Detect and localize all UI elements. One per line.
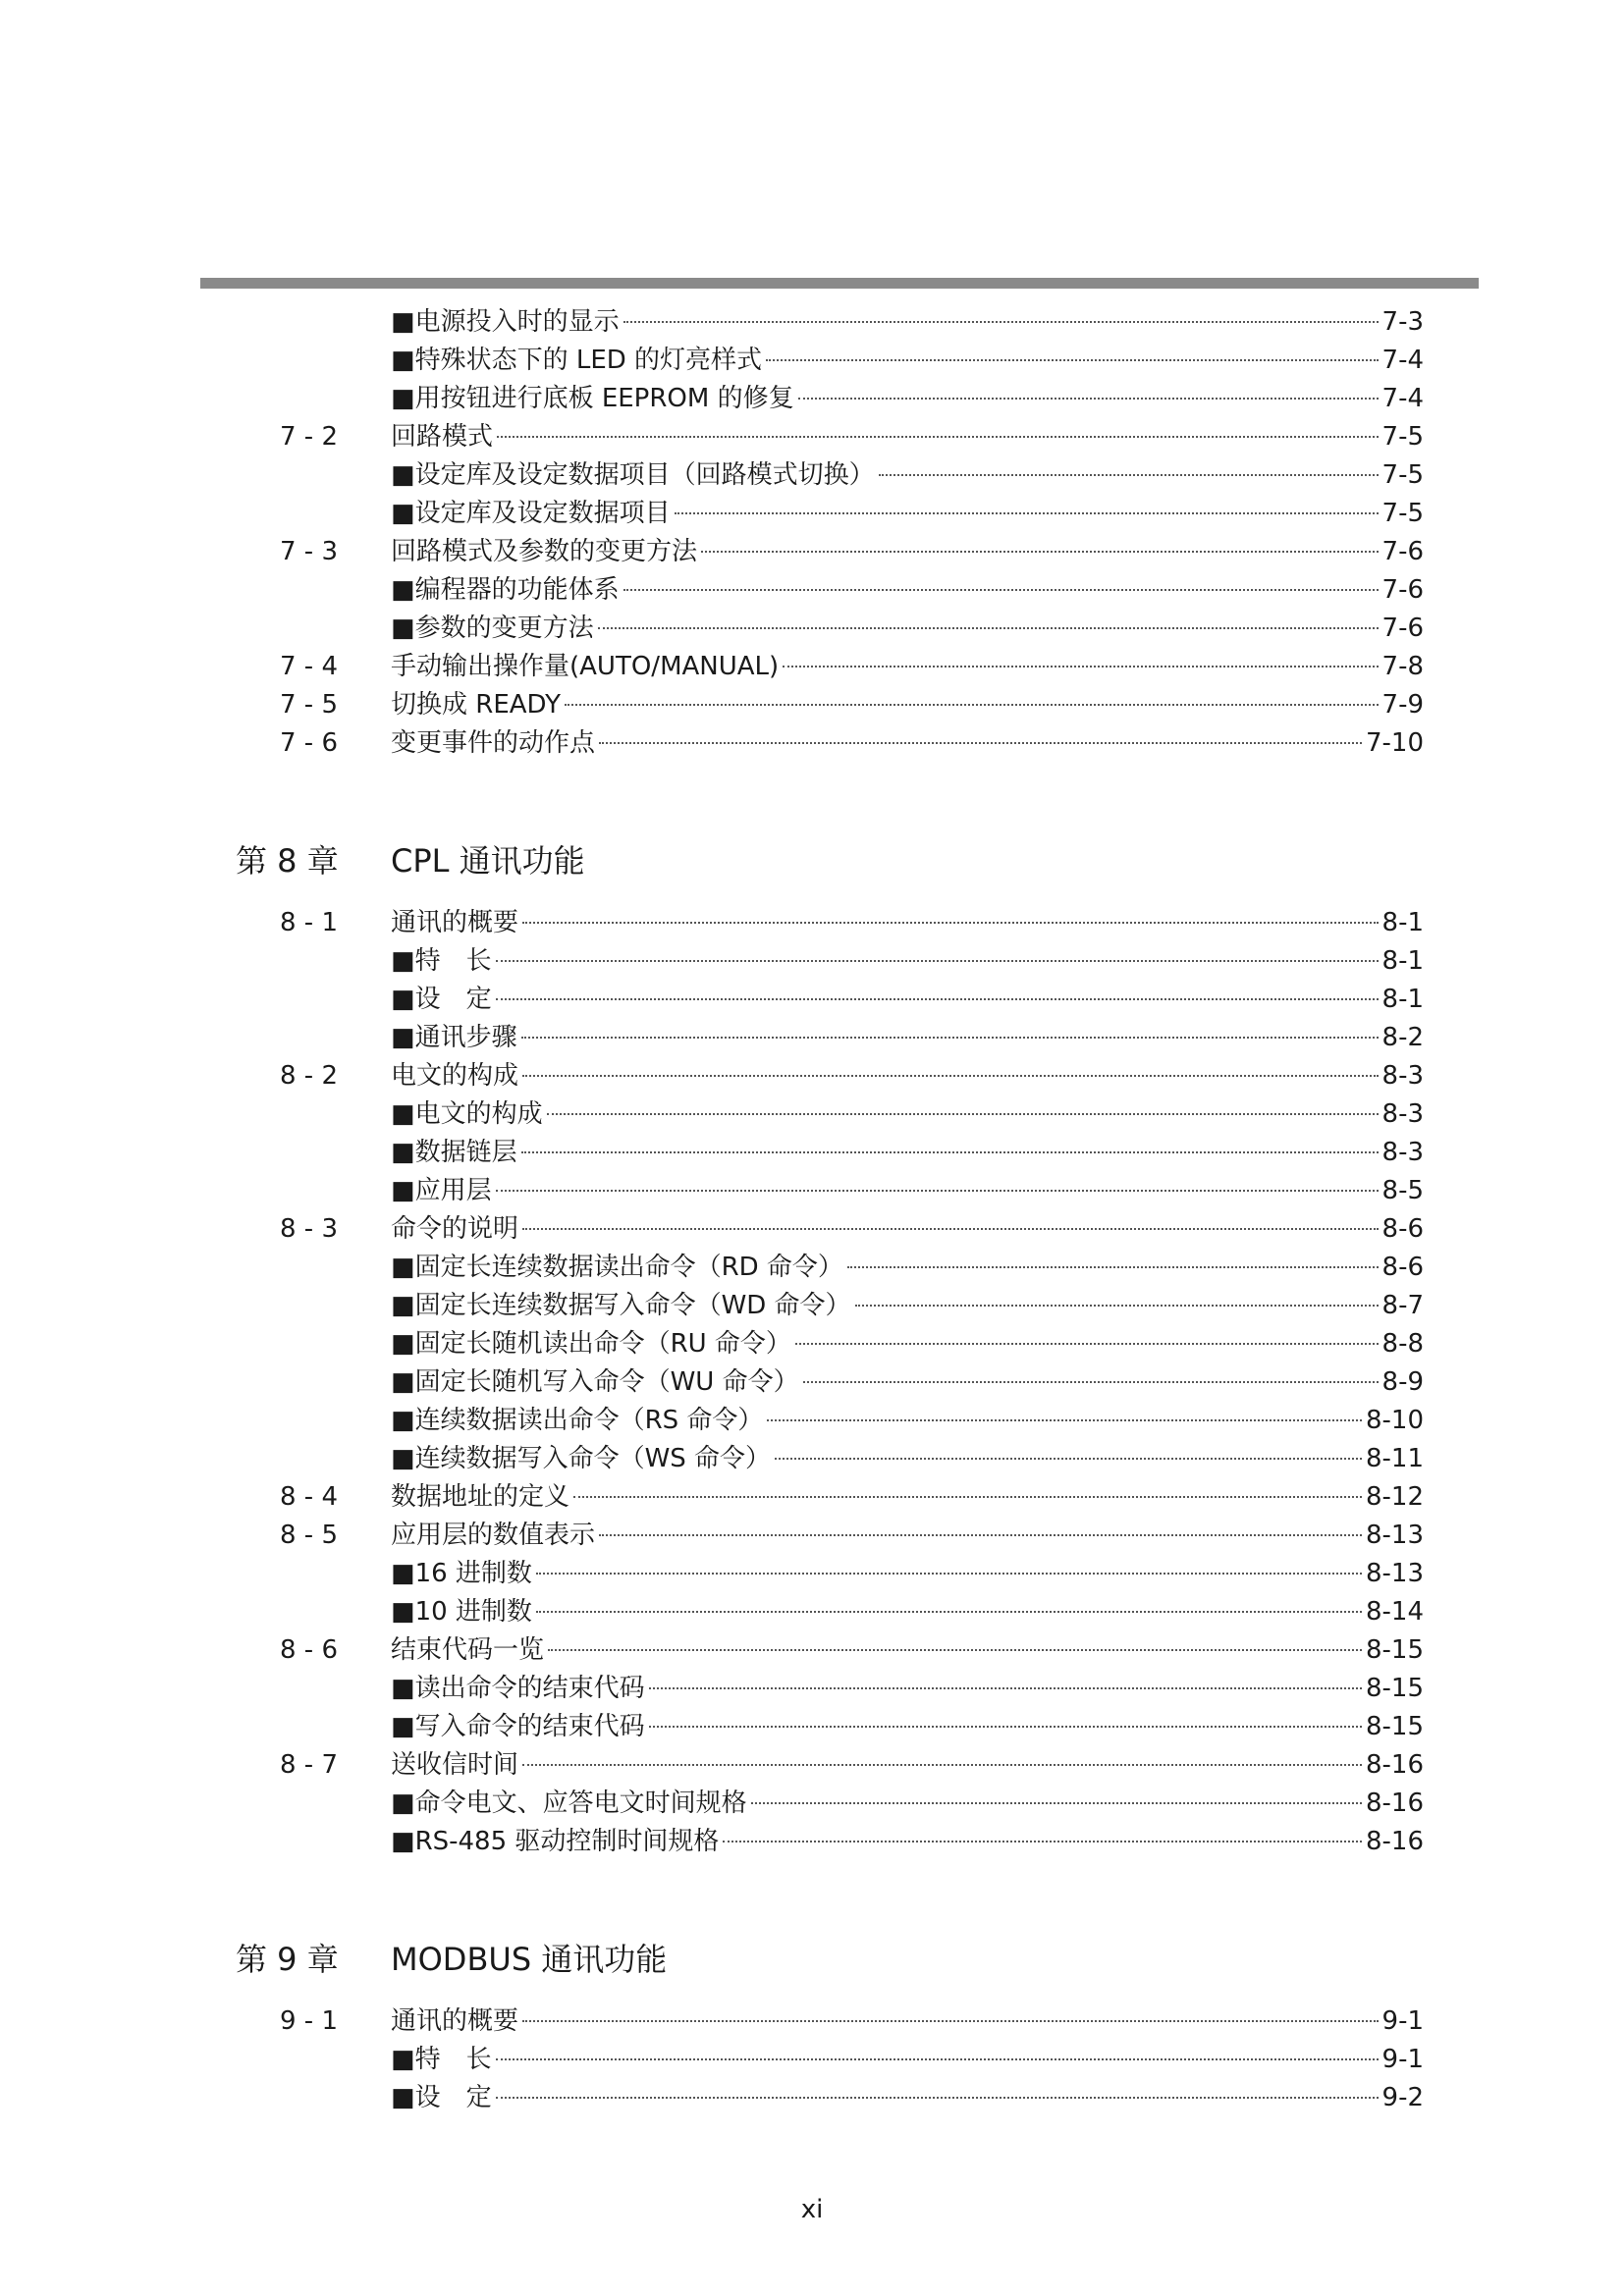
entry-title: 通讯的概要 — [391, 908, 519, 937]
dot-leader — [723, 1841, 1362, 1842]
dot-leader — [522, 1764, 1362, 1766]
entry-line — [391, 724, 1424, 763]
dot-leader — [496, 960, 1379, 962]
entry-title: 回路模式 — [391, 422, 494, 452]
dot-leader — [496, 998, 1379, 1000]
entry-title: ■设 定 — [391, 2083, 492, 2112]
entry-title: ■固定长随机读出命令（RU 命令） — [391, 1329, 791, 1359]
entry-title: ■固定长连续数据读出命令（RD 命令） — [391, 1253, 843, 1282]
entry-title: ■应用层 — [391, 1176, 492, 1205]
toc-entry[interactable] — [0, 1785, 1624, 1823]
entry-title: ■写入命令的结束代码 — [391, 1712, 645, 1741]
toc-entry[interactable] — [0, 1631, 1624, 1670]
dot-leader — [522, 922, 1379, 924]
entry-page: 8-7 — [1381, 1291, 1424, 1320]
dot-leader — [547, 1113, 1379, 1115]
dot-leader — [536, 1573, 1362, 1575]
entry-page: 7-10 — [1365, 728, 1424, 758]
dot-leader — [649, 1687, 1362, 1689]
entry-title: ■特 长 — [391, 2045, 492, 2074]
dot-leader — [496, 2058, 1379, 2060]
entry-line — [391, 1517, 1424, 1555]
section-number: 8 - 2 — [280, 1061, 338, 1091]
dot-leader — [798, 398, 1379, 400]
dot-leader — [879, 474, 1379, 476]
entry-page: 8-12 — [1365, 1482, 1424, 1512]
dot-leader — [855, 1305, 1379, 1307]
entry-title: ■设定库及设定数据项目 — [391, 499, 671, 528]
toc-entry[interactable] — [0, 981, 1624, 1019]
dot-leader — [522, 2020, 1379, 2022]
dot-leader — [623, 321, 1379, 323]
section-number: 8 - 6 — [280, 1635, 338, 1665]
entry-page: 9-1 — [1381, 2045, 1424, 2074]
entry-line — [391, 1631, 1424, 1670]
entry-line — [391, 942, 1424, 981]
dot-leader — [573, 1496, 1362, 1498]
entry-line — [391, 1210, 1424, 1249]
dot-leader — [497, 436, 1379, 438]
dot-leader — [803, 1381, 1379, 1383]
entry-title: ■16 进制数 — [391, 1559, 532, 1588]
section-number: 7 - 3 — [280, 537, 338, 566]
chapter-8-heading — [0, 831, 1624, 890]
entry-line — [391, 981, 1424, 1019]
entry-title: ■设定库及设定数据项目（回路模式切换） — [391, 460, 875, 490]
toc-entry[interactable] — [0, 2002, 1624, 2041]
entry-line — [391, 1440, 1424, 1478]
entry-page: 7-5 — [1381, 422, 1424, 452]
entry-line — [391, 1478, 1424, 1517]
section-number: 8 - 7 — [280, 1750, 338, 1780]
entry-page: 7-9 — [1381, 690, 1424, 720]
dot-leader — [521, 1037, 1379, 1039]
entry-line — [391, 1019, 1424, 1057]
entry-line — [391, 1363, 1424, 1402]
entry-page: 9-2 — [1381, 2083, 1424, 2112]
entry-page: 8-13 — [1365, 1521, 1424, 1550]
toc-entry[interactable] — [0, 2041, 1624, 2079]
section-7-entries — [0, 303, 1624, 763]
entry-page: 8-16 — [1365, 1750, 1424, 1780]
dot-leader — [521, 1151, 1379, 1153]
entry-title: 切换成 READY — [391, 690, 562, 720]
entry-line — [391, 1325, 1424, 1363]
entry-page: 8-1 — [1381, 946, 1424, 976]
entry-page: 8-15 — [1365, 1674, 1424, 1703]
entry-title: 手动输出操作量(AUTO/MANUAL) — [391, 652, 780, 681]
entry-title: 命令的说明 — [391, 1214, 519, 1244]
dot-leader — [783, 666, 1378, 667]
entry-page: 8-10 — [1365, 1406, 1424, 1435]
entry-title: ■数据链层 — [391, 1138, 517, 1167]
toc-entry[interactable] — [0, 571, 1624, 610]
dot-leader — [598, 627, 1379, 629]
toc-entry[interactable] — [0, 1363, 1624, 1402]
entry-title: ■通讯步骤 — [391, 1023, 517, 1052]
entry-line — [391, 1708, 1424, 1746]
dot-leader — [536, 1611, 1362, 1613]
entry-title: ■固定长随机写入命令（WU 命令） — [391, 1367, 799, 1397]
entry-line — [391, 1555, 1424, 1593]
toc-entry[interactable] — [0, 1057, 1624, 1095]
entry-page: 7-3 — [1381, 307, 1424, 337]
entry-title: ■电源投入时的显示 — [391, 307, 620, 337]
section-number: 7 - 5 — [280, 690, 338, 720]
entry-title: ■特殊状态下的 LED 的灯亮样式 — [391, 346, 763, 375]
entry-page: 8-9 — [1381, 1367, 1424, 1397]
toc-entry[interactable] — [0, 942, 1624, 981]
entry-line — [391, 1134, 1424, 1172]
toc-entry[interactable] — [0, 2079, 1624, 2117]
entry-page: 7-6 — [1381, 575, 1424, 605]
entry-line — [391, 418, 1424, 456]
entry-line — [391, 686, 1424, 724]
toc-entry[interactable] — [0, 1746, 1624, 1785]
dot-leader — [701, 551, 1379, 553]
dot-leader — [522, 1075, 1379, 1077]
entry-title: 结束代码一览 — [391, 1635, 545, 1665]
toc-entry[interactable] — [0, 1517, 1624, 1555]
entry-page: 8-15 — [1365, 1712, 1424, 1741]
entry-line — [391, 1746, 1424, 1785]
toc-entry[interactable] — [0, 533, 1624, 571]
toc-entry[interactable] — [0, 495, 1624, 533]
dot-leader — [649, 1726, 1362, 1728]
entry-page: 7-4 — [1381, 384, 1424, 413]
toc-entry[interactable] — [0, 1287, 1624, 1325]
entry-line — [391, 1593, 1424, 1631]
toc-entry[interactable] — [0, 1708, 1624, 1746]
toc-entry[interactable] — [0, 686, 1624, 724]
entry-page: 8-13 — [1365, 1559, 1424, 1588]
dot-leader — [548, 1649, 1362, 1651]
entry-page: 8-11 — [1365, 1444, 1424, 1473]
toc-entry[interactable] — [0, 1823, 1624, 1861]
entry-line — [391, 533, 1424, 571]
entry-title: 应用层的数值表示 — [391, 1521, 596, 1550]
page-number: xi — [800, 2195, 824, 2224]
entry-page: 7-6 — [1381, 537, 1424, 566]
entry-title: ■编程器的功能体系 — [391, 575, 620, 605]
entry-line — [391, 648, 1424, 686]
chapter-title: MODBUS 通讯功能 — [391, 1941, 668, 1978]
toc-entry[interactable] — [0, 1249, 1624, 1287]
section-number: 8 - 4 — [280, 1482, 338, 1512]
entry-line — [391, 1823, 1424, 1861]
chapter-title: CPL 通讯功能 — [391, 842, 585, 880]
entry-page: 8-14 — [1365, 1597, 1424, 1627]
entry-title: 回路模式及参数的变更方法 — [391, 537, 698, 566]
toc-entry[interactable] — [0, 303, 1624, 342]
toc-entry[interactable] — [0, 1555, 1624, 1593]
entry-title: ■10 进制数 — [391, 1597, 532, 1627]
dot-leader — [565, 704, 1379, 706]
entry-page: 9-1 — [1381, 2006, 1424, 2036]
entry-line — [391, 1095, 1424, 1134]
entry-page: 7-6 — [1381, 614, 1424, 643]
entry-page: 8-16 — [1365, 1827, 1424, 1856]
entry-title: ■用按钮进行底板 EEPROM 的修复 — [391, 384, 794, 413]
entry-title: 送收信时间 — [391, 1750, 519, 1780]
entry-page: 8-6 — [1381, 1214, 1424, 1244]
section-number: 8 - 3 — [280, 1214, 338, 1244]
entry-line — [391, 610, 1424, 648]
dot-leader — [496, 2097, 1379, 2099]
toc-entry[interactable] — [0, 342, 1624, 380]
entry-title: ■读出命令的结束代码 — [391, 1674, 645, 1703]
toc-entry[interactable] — [0, 724, 1624, 763]
entry-title: 数据地址的定义 — [391, 1482, 570, 1512]
section-number: 9 - 1 — [280, 2006, 338, 2036]
chapter-number: 第 9 章 — [236, 1941, 339, 1978]
entry-page: 7-5 — [1381, 499, 1424, 528]
toc-entry[interactable] — [0, 1670, 1624, 1708]
entry-title: ■电文的构成 — [391, 1099, 543, 1129]
toc-entry[interactable] — [0, 1440, 1624, 1478]
entry-page: 8-2 — [1381, 1023, 1424, 1052]
dot-leader — [775, 1458, 1362, 1460]
section-number: 7 - 6 — [280, 728, 338, 758]
entry-page: 8-1 — [1381, 985, 1424, 1014]
toc-entry[interactable] — [0, 418, 1624, 456]
top-rule — [200, 278, 1479, 289]
entry-title: ■特 长 — [391, 946, 492, 976]
entry-line — [391, 1287, 1424, 1325]
table-of-contents — [0, 303, 1624, 2117]
section-number: 7 - 2 — [280, 422, 338, 452]
entry-page: 7-4 — [1381, 346, 1424, 375]
dot-leader — [496, 1190, 1379, 1192]
dot-leader — [795, 1343, 1379, 1345]
entry-title: 通讯的概要 — [391, 2006, 519, 2036]
dot-leader — [766, 359, 1379, 361]
toc-entry[interactable] — [0, 456, 1624, 495]
entry-title: ■设 定 — [391, 985, 492, 1014]
entry-title: 电文的构成 — [391, 1061, 519, 1091]
dot-leader — [767, 1419, 1362, 1421]
entry-line — [391, 456, 1424, 495]
section-number: 8 - 5 — [280, 1521, 338, 1550]
entry-line — [391, 495, 1424, 533]
toc-entry[interactable] — [0, 1593, 1624, 1631]
entry-line — [391, 571, 1424, 610]
toc-entry[interactable] — [0, 1019, 1624, 1057]
entry-title: ■命令电文、应答电文时间规格 — [391, 1789, 747, 1818]
entry-page: 8-5 — [1381, 1176, 1424, 1205]
entry-line — [391, 1172, 1424, 1210]
entry-line — [391, 904, 1424, 942]
entry-page: 8-3 — [1381, 1061, 1424, 1091]
entry-page: 8-6 — [1381, 1253, 1424, 1282]
entry-page: 7-8 — [1381, 652, 1424, 681]
entry-line — [391, 2079, 1424, 2117]
entry-title: ■参数的变更方法 — [391, 614, 594, 643]
dot-leader — [522, 1228, 1379, 1230]
toc-entry[interactable] — [0, 1325, 1624, 1363]
entry-line — [391, 1249, 1424, 1287]
entry-line — [391, 380, 1424, 418]
toc-entry[interactable] — [0, 1210, 1624, 1249]
chapter-9-entries — [0, 2002, 1624, 2117]
entry-title: 变更事件的动作点 — [391, 728, 596, 758]
dot-leader — [599, 742, 1362, 744]
entry-title: ■固定长连续数据写入命令（WD 命令） — [391, 1291, 851, 1320]
entry-line — [391, 1057, 1424, 1095]
entry-page: 8-16 — [1365, 1789, 1424, 1818]
entry-line — [391, 342, 1424, 380]
toc-entry[interactable] — [0, 904, 1624, 942]
entry-title: ■连续数据写入命令（WS 命令） — [391, 1444, 772, 1473]
entry-line — [391, 303, 1424, 342]
entry-line — [391, 1402, 1424, 1440]
dot-leader — [623, 589, 1379, 591]
section-number: 7 - 4 — [280, 652, 338, 681]
toc-entry[interactable] — [0, 648, 1624, 686]
entry-line — [391, 2002, 1424, 2041]
entry-line — [391, 2041, 1424, 2079]
entry-page: 8-15 — [1365, 1635, 1424, 1665]
entry-line — [391, 1785, 1424, 1823]
entry-page: 7-5 — [1381, 460, 1424, 490]
entry-page: 8-1 — [1381, 908, 1424, 937]
entry-title: ■连续数据读出命令（RS 命令） — [391, 1406, 764, 1435]
chapter-8-entries — [0, 904, 1624, 1861]
toc-entry[interactable] — [0, 1095, 1624, 1134]
toc-entry[interactable] — [0, 1134, 1624, 1172]
dot-leader — [599, 1534, 1362, 1536]
toc-entry[interactable] — [0, 1402, 1624, 1440]
toc-entry[interactable] — [0, 1172, 1624, 1210]
toc-entry[interactable] — [0, 1478, 1624, 1517]
entry-page: 8-8 — [1381, 1329, 1424, 1359]
entry-title: ■RS-485 驱动控制时间规格 — [391, 1827, 720, 1856]
chapter-9-heading — [0, 1930, 1624, 1989]
entry-page: 8-3 — [1381, 1099, 1424, 1129]
entry-line — [391, 1670, 1424, 1708]
toc-entry[interactable] — [0, 380, 1624, 418]
dot-leader — [847, 1266, 1379, 1268]
chapter-number: 第 8 章 — [236, 842, 339, 880]
toc-entry[interactable] — [0, 610, 1624, 648]
dot-leader — [751, 1802, 1362, 1804]
entry-page: 8-3 — [1381, 1138, 1424, 1167]
dot-leader — [675, 512, 1379, 514]
section-number: 8 - 1 — [280, 908, 338, 937]
